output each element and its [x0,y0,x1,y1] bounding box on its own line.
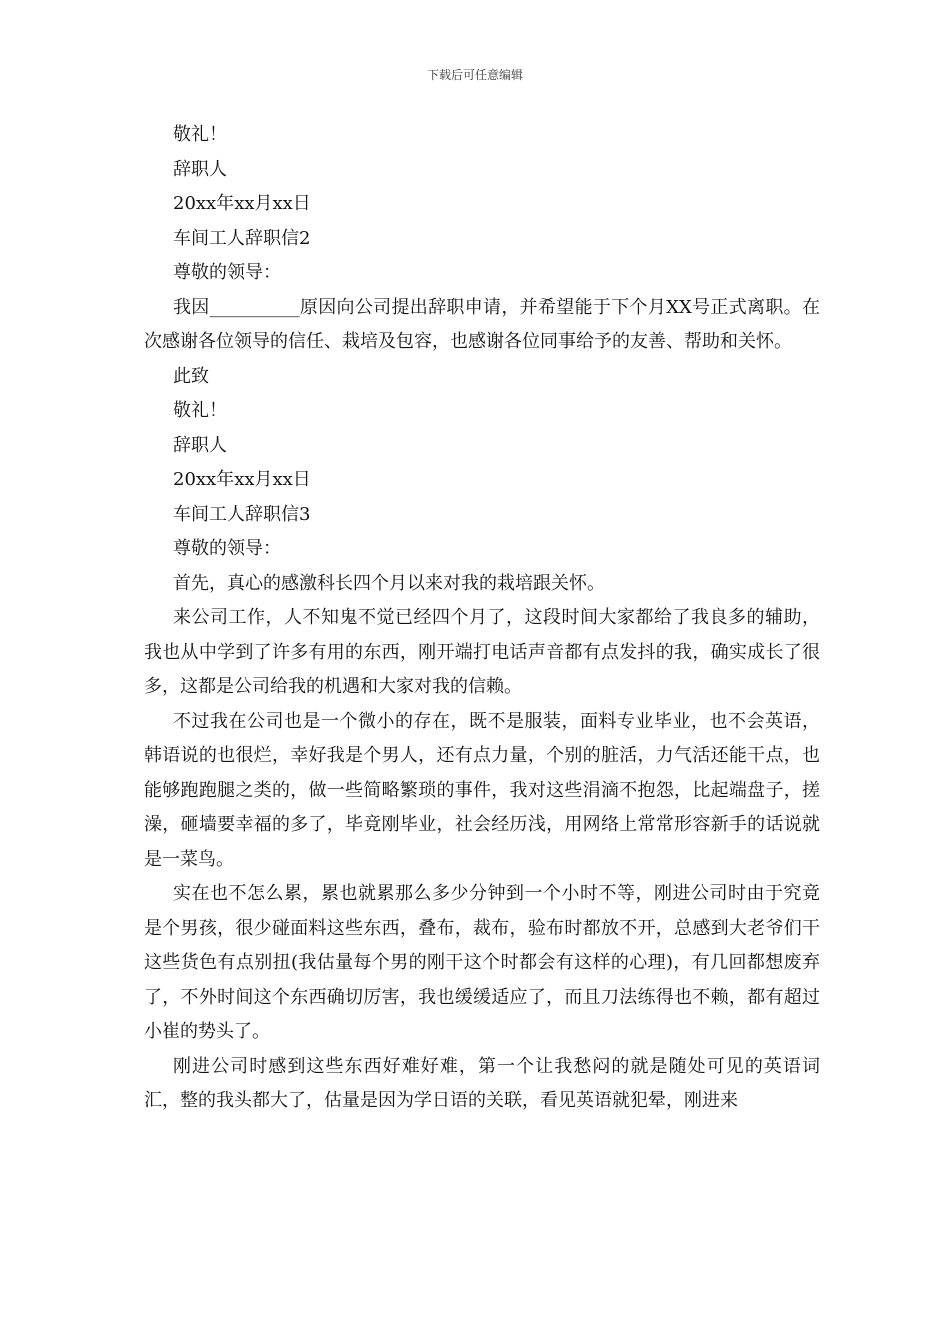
signature-label: 辞职人 [173,434,227,456]
salutation: 尊敬的领导： [173,262,281,283]
paragraph: 我因__________原因向公司提出辞职申请，并希望能于下个月XX号正式离职。在次感谢各位领导的信任、栽培及包容，也感谢各位同事给予的友善、帮助和关怀。 [144,296,820,352]
closing-salute: 敬礼！ [173,124,227,145]
page-header: 下载后可任意编辑 [426,68,523,82]
closing-salute: 敬礼！ [173,400,227,421]
salutation: 尊敬的领导： [173,538,281,559]
paragraph: 不过我在公司也是一个微小的存在，既不是服装，面料专业毕业，也不会英语，韩语说的也很烂，幸好我是个男人，还有点力量，个别的脏活，力气活还能干点，也能够跑跑腿之类的，做一些简略繁琐的事件，我对这些涓滴不抱怨，比起端盘子，搓澡，砸墙要幸福的多了，毕竟刚毕业，社会经历浅，用网络上常常形容新手的话说就是一菜鸟。 [144,710,820,870]
signature-label: 辞职人 [173,158,227,180]
opening-line: 首先，真心的感激科长四个月以来对我的栽培跟关怀。 [173,572,605,594]
paragraph: 刚进公司时感到这些东西好难好难，第一个让我愁闷的就是随处可见的英语词汇，整的我头都大了，估量是因为学日语的关联，看见英语就犯晕，刚进来 [144,1055,820,1111]
section-title: 车间工人辞职信2 [173,227,311,249]
paragraph: 来公司工作，人不知鬼不觉已经四个月了，这段时间大家都给了我良多的辅助，我也从中学到了许多有用的东西，刚开端打电话声音都有点发抖的我，确实成长了很多，这都是公司给我的机遇和大家对我的信赖。 [144,607,820,697]
document-body [144,118,820,1119]
paragraph: 实在也不怎么累，累也就累那么多少分钟到一个小时不等，刚进公司时由于究竟是个男孩，很少碰面料这些东西，叠布，裁布，验布时都放不开，总感到大老爷们干这些货色有点别扭(我估量每个男的刚干这个时都会有这样的心理)，有几回都想废弃了，不外时间这个东西确切厉害，我也缓缓适应了，而且刀法练得也不赖，都有超过小崔的势头了。 [144,883,820,1042]
date-line: 20xx年xx月xx日 [173,193,311,214]
date-line: 20xx年xx月xx日 [173,469,311,490]
closing-phrase: 此致 [173,365,209,387]
section-title: 车间工人辞职信3 [173,503,311,525]
